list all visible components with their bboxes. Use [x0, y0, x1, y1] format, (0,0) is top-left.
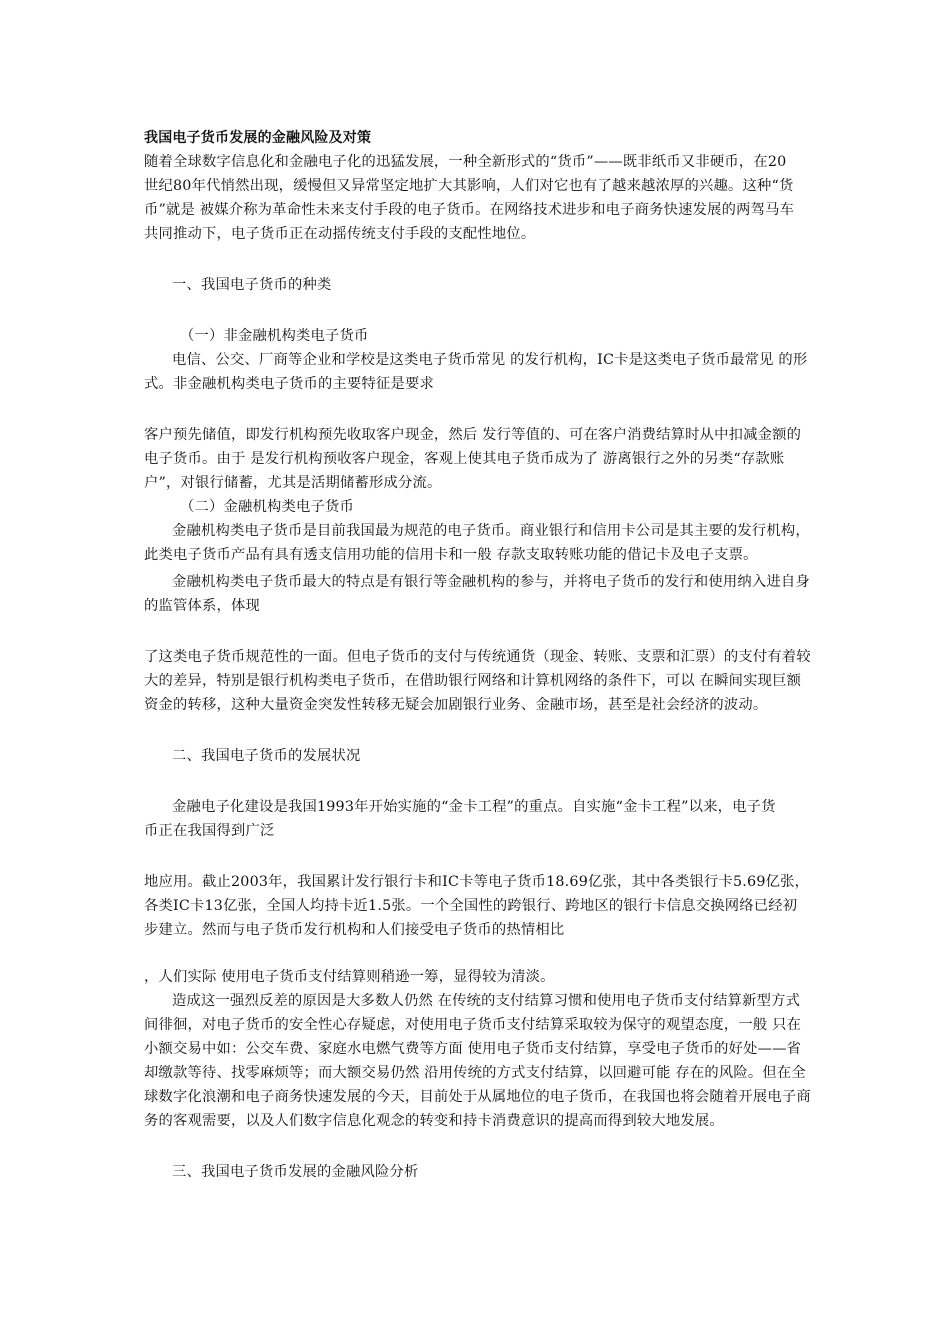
text-line: 却缴款等待、找零麻烦等；而大额交易仍然 沿用传统的方式支付结算，以回避可能 存在的风险。但在全	[144, 1065, 806, 1081]
document-title: 我国电子货币发展的金融风险及对策	[144, 130, 372, 146]
text-line: 式。非金融机构类电子货币的主要特征是要求	[144, 376, 434, 392]
text-line: 随着全球数字信息化和金融电子化的迅猛发展，一种全新形式的“货币”——既非纸币又非硬币，在20	[144, 154, 787, 170]
text-line: 造成这一强烈反差的原因是大多数人仍然 在传统的支付结算习惯和使用电子货币支付结算新型方式	[172, 993, 801, 1009]
text-line: 共同推动下，电子货币正在动摇传统支付手段的支配性地位。	[144, 226, 536, 242]
text-line: 币正在我国得到广泛	[144, 823, 275, 839]
section-heading: 二、我国电子货币的发展状况	[172, 748, 361, 764]
section-heading: 一、我国电子货币的种类	[172, 277, 332, 293]
section-heading: 三、我国电子货币发展的金融风险分析	[172, 1164, 419, 1180]
subsection-heading: （一）非金融机构类电子货币	[180, 328, 369, 344]
text-line: 大的差异，特别是银行机构类电子货币，在借助银行网络和计算机网络的条件下，可以 在瞬间实现巨额	[144, 673, 802, 689]
text-line: 地应用。截止2003年，我国累计发行银行卡和IC卡等电子货币18.69亿张，其中各类银行卡5.69亿张，	[144, 874, 810, 890]
text-line: 各类IC卡13亿张，全国人均持卡近1.5张。一个全国性的跨银行、跨地区的银行卡信息交换网络已经初	[144, 898, 798, 914]
text-line: 资金的转移，这种大量资金突发性转移无疑会加剧银行业务、金融市场，甚至是社会经济的波动。	[144, 697, 768, 713]
text-line: 客户预先储值，即发行机构预先收取客户现金，然后 发行等值的、可在客户消费结算时从中扣减金额的	[144, 427, 802, 443]
text-line: 的监管体系，体现	[144, 598, 260, 614]
text-line: 此类电子货币产品有具有透支信用功能的信用卡和一般 存款支取转账功能的借记卡及电子支票。	[144, 547, 758, 563]
text-line: 球数字化浪潮和电子商务快速发展的今天，目前处于从属地位的电子货币，在我国也将会随着开展电子商	[144, 1089, 811, 1105]
text-line: 金融机构类电子货币是目前我国最为规范的电子货币。商业银行和信用卡公司是其主要的发行机构，	[172, 523, 810, 539]
text-line: 币”就是 被媒介称为革命性未来支付手段的电子货币。在网络技术进步和电子商务快速发展的两驾马车	[144, 202, 795, 218]
text-line: 户”，对银行储蓄，尤其是活期储蓄形成分流。	[144, 475, 442, 491]
text-line: 电子货币。由于 是发行机构预收客户现金，客观上使其电子货币成为了 游离银行之外的另类“存款账	[144, 451, 785, 467]
text-line: 小额交易中如：公交车费、家庭水电燃气费等方面 使用电子货币支付结算，享受电子货币的好处——省	[144, 1041, 802, 1057]
text-line: 间徘徊，对电子货币的安全性心存疑虑，对使用电子货币支付结算采取较为保守的观望态度，一般 只在	[144, 1017, 802, 1033]
text-line: ，人们实际 使用电子货币支付结算则稍逊一筹，显得较为清淡。	[144, 969, 555, 985]
text-line: 金融电子化建设是我国1993年开始实施的“金卡工程”的重点。自实施“金卡工程”以来，电子货	[172, 799, 776, 815]
text-line: 电信、公交、厂商等企业和学校是这类电子货币常见 的发行机构，IC卡是这类电子货币最常见 的形	[172, 352, 808, 368]
text-line: 了这类电子货币规范性的一面。但电子货币的支付与传统通货（现金、转账、支票和汇票）的支付有着较	[144, 649, 811, 665]
text-line: 世纪80年代悄然出现，缓慢但又异常坚定地扩大其影响，人们对它也有了越来越浓厚的兴趣。这种“货	[144, 178, 794, 194]
text-line: 步建立。然而与电子货币发行机构和人们接受电子货币的热情相比	[144, 922, 565, 938]
text-line: 务的客观需要，以及人们数字信息化观念的转变和持卡消费意识的提高而得到较大地发展。	[144, 1113, 724, 1129]
text-line: 金融机构类电子货币最大的特点是有银行等金融机构的参与，并将电子货币的发行和使用纳入进自身	[172, 574, 810, 590]
subsection-heading: （二）金融机构类电子货币	[180, 499, 354, 515]
